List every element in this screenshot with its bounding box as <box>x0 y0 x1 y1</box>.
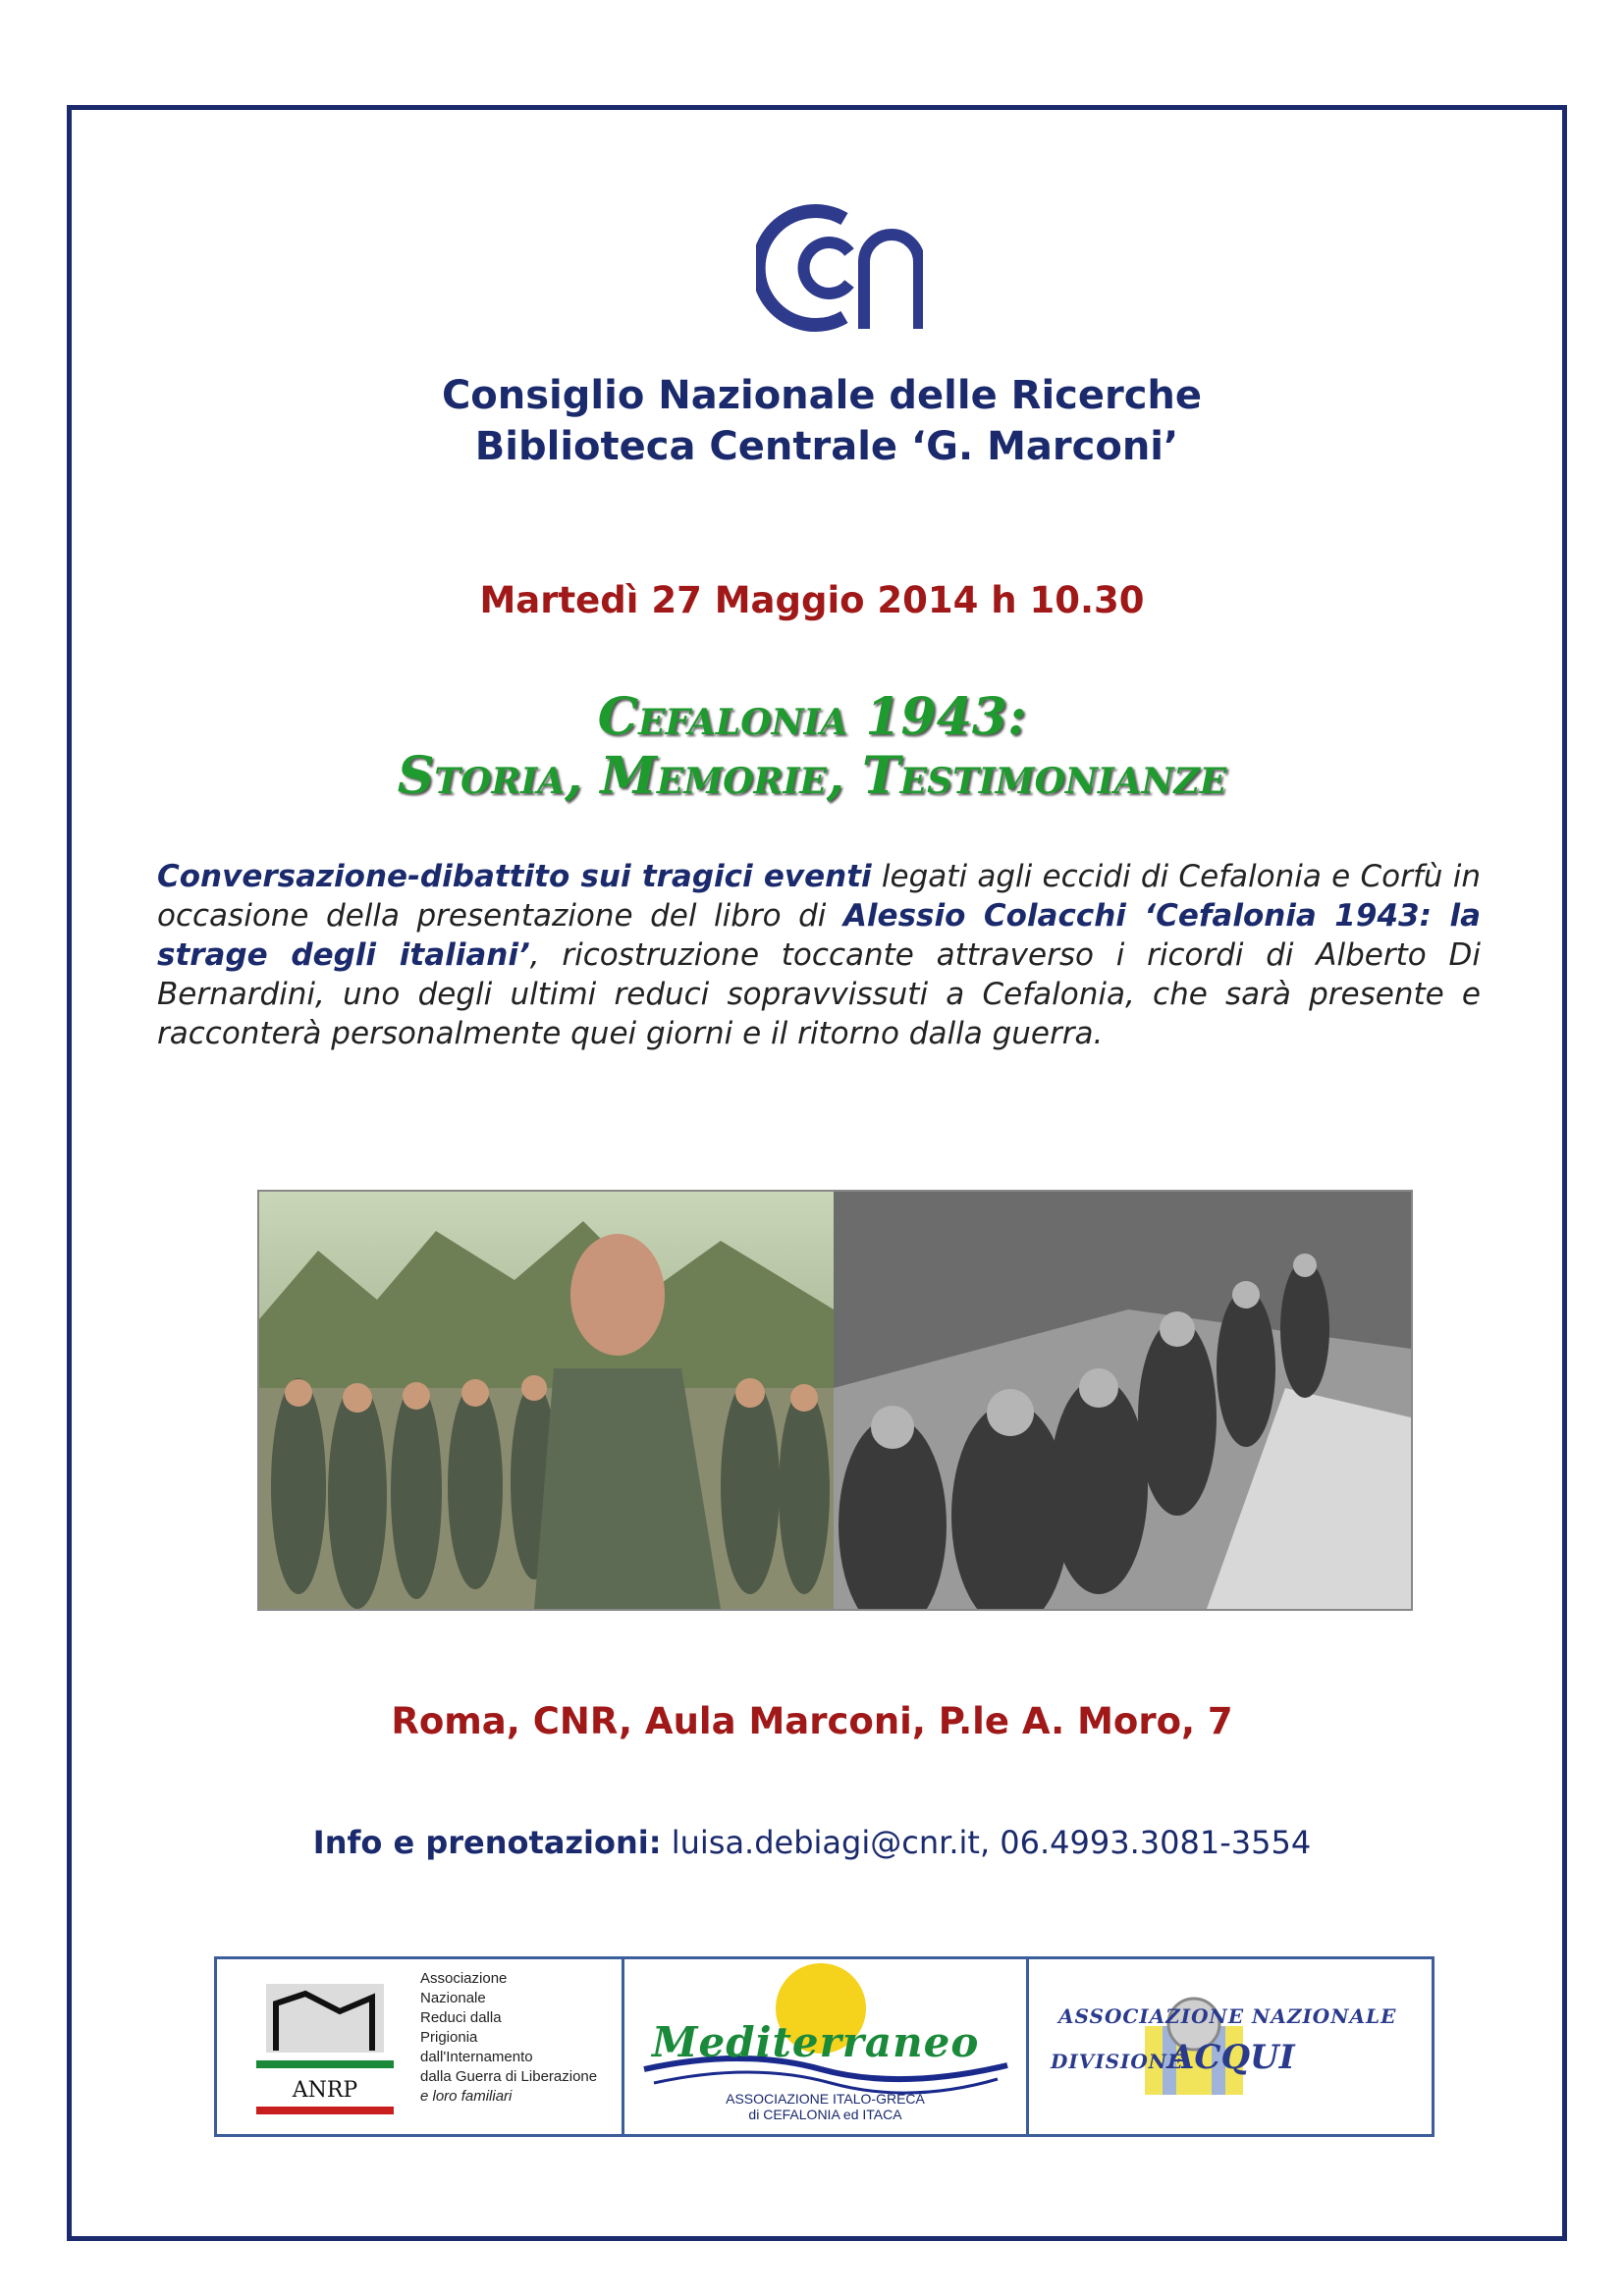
description-bold-1: Conversazione-dibattito sui tragici eventi <box>157 859 872 894</box>
description-book-title: Alessio Colacchi ‘Cefalonia 1943: la strage degli italiani’ <box>157 898 1481 973</box>
info-label: Info e prenotazioni: <box>312 1824 662 1861</box>
anrp-line: Reduci dalla <box>420 2009 502 2026</box>
anrp-logo <box>246 1974 404 2121</box>
acqui-name: ACQUI <box>1168 2038 1295 2077</box>
event-photos <box>257 1190 1413 1611</box>
anrp-logo-text: ANRP <box>292 2078 358 2103</box>
anrp-line: e loro familiari <box>420 2088 513 2105</box>
event-title-line1: Cefalonia 1943: <box>597 687 1027 747</box>
anrp-line: Associazione <box>420 1970 508 1987</box>
description-text-1: legati agli eccidi di Cefalonia e Corfù in occasione della presentazione del libro di <box>157 859 1481 934</box>
acqui-line2: DIVISIONE <box>1051 2050 1184 2073</box>
soldiers-color-photo <box>259 1192 834 1609</box>
event-date: Martedì 27 Maggio 2014 h 10.30 <box>479 579 1145 621</box>
anrp-line: dalla Guerra di Liberazione <box>420 2068 598 2085</box>
mediterraneo-subtitle-line: di CEFALONIA ed ITACA <box>748 2107 902 2122</box>
event-location: Roma, CNR, Aula Marconi, P.le A. Moro, 7 <box>391 1700 1233 1742</box>
sponsor-anrp <box>217 1959 624 2134</box>
mediterraneo-subtitle-line: ASSOCIAZIONE ITALO-GRECA <box>726 2091 925 2107</box>
anrp-line: dall'Internamento <box>420 2049 533 2065</box>
anrp-line: Nazionale <box>420 1990 486 2006</box>
cnr-logo <box>756 201 923 334</box>
event-description <box>157 857 1481 1053</box>
info-line <box>0 1824 1624 1861</box>
sponsor-logos <box>214 1956 1435 2137</box>
sponsor-mediterraneo <box>624 1959 1029 2134</box>
library-name: Biblioteca Centrale ‘G. Marconi’ <box>474 424 1179 469</box>
acqui-line1: ASSOCIAZIONE NAZIONALE <box>1058 2004 1397 2028</box>
description-text-2: , ricostruzione toccante attraverso i ricordi di Alberto Di Bernardini, uno degli ultimi reduci sopravvissuti a Cefalonia, che sarà presente e racconterà personalmente quei giorni e il ritorno dalla guerra. <box>157 937 1481 1051</box>
mediterraneo-subtitle <box>624 2091 1026 2122</box>
info-contacts: luisa.debiagi@cnr.it, 06.4993.3081-3554 <box>661 1824 1312 1861</box>
event-title-line2: Storia, Memorie, Testimonianze <box>397 746 1227 806</box>
mediterraneo-name: Mediterraneo <box>652 2018 980 2066</box>
soldiers-bw-photo <box>834 1192 1411 1609</box>
anrp-line: Prigionia <box>420 2029 478 2046</box>
sponsor-acqui <box>1029 1959 1432 2134</box>
anrp-description <box>420 1969 622 2107</box>
organization-name: Consiglio Nazionale delle Ricerche <box>441 373 1203 418</box>
